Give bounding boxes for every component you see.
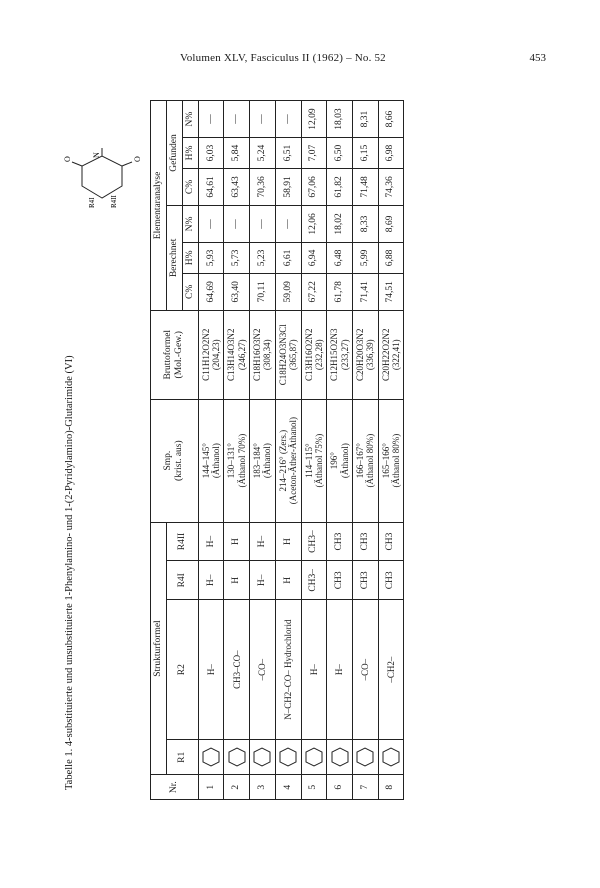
label-r4ii: R4II <box>110 195 118 208</box>
cell-bh: 5,99 <box>352 242 378 273</box>
cell-r1 <box>224 740 250 775</box>
header-r1: R1 <box>166 740 198 775</box>
data-table <box>150 100 404 800</box>
cell-r2: H– <box>327 600 353 740</box>
cell-bruttoformel <box>275 310 301 399</box>
phenyl-ring-icon <box>228 747 246 767</box>
table-row <box>378 101 404 800</box>
formula-value: C20H20O3N2 <box>354 328 365 381</box>
label-o-2: O <box>133 156 142 162</box>
label-o: O <box>63 156 72 162</box>
cell-gn: — <box>275 101 301 138</box>
cell-gc: 71,48 <box>352 168 378 205</box>
cell-smp <box>378 399 404 522</box>
smp-solvent: (Äthanol) <box>339 443 350 479</box>
cell-bruttoformel <box>198 310 224 399</box>
table-row <box>275 101 301 800</box>
header-berechnet: Berechnet <box>166 205 182 310</box>
cell-bruttoformel <box>250 310 276 399</box>
cell-gn: — <box>250 101 276 138</box>
mol-weight: (233,27) <box>339 339 350 371</box>
cell-gh: 5,84 <box>224 138 250 169</box>
cell-r2: CH3–CO– <box>224 600 250 740</box>
cell-r4ii: H <box>275 522 301 561</box>
cell-gc: 63,43 <box>224 168 250 205</box>
phenyl-ring-icon <box>202 747 220 767</box>
smp-solvent: (Äthanol) <box>211 443 222 479</box>
smp-value: 196° <box>329 452 340 470</box>
table-row <box>301 101 327 800</box>
table-row <box>352 101 378 800</box>
header-calc-n: N% <box>182 205 198 242</box>
cell-r4ii: CH3 <box>327 522 353 561</box>
cell-r1 <box>275 740 301 775</box>
cell-bc: 63,40 <box>224 273 250 310</box>
smp-value: 214–216° (Zers.) <box>277 429 288 492</box>
mol-weight: (232,28) <box>313 339 324 371</box>
cell-r4ii: CH3 <box>378 522 404 561</box>
cell-bh: 5,23 <box>250 242 276 273</box>
cell-bn: 12,06 <box>301 205 327 242</box>
cell-bh: 5,93 <box>198 242 224 273</box>
formula-value: C13H16O2N2 <box>303 328 314 381</box>
cell-bruttoformel <box>224 310 250 399</box>
header-r4i: R4I <box>166 561 198 600</box>
cell-bc: 74,51 <box>378 273 404 310</box>
header-r4ii: R4II <box>166 522 198 561</box>
table-row <box>250 101 276 800</box>
cell-bn: — <box>224 205 250 242</box>
formula-value: C20H22O2N2 <box>380 328 391 381</box>
cell-r4ii: CH3 <box>352 522 378 561</box>
table-row <box>224 101 250 800</box>
mol-weight: (308,34) <box>262 339 273 371</box>
cell-nr: 8 <box>378 775 404 800</box>
cell-r4ii: H <box>224 522 250 561</box>
mol-weight: (204,23) <box>211 339 222 371</box>
cell-gh: 6,03 <box>198 138 224 169</box>
cell-r4i: H <box>224 561 250 600</box>
page-number: 453 <box>529 52 546 64</box>
cell-bc: 59,09 <box>275 273 301 310</box>
cell-gh: 6,15 <box>352 138 378 169</box>
smp-value: 130–131° <box>226 443 237 479</box>
cell-r1 <box>378 740 404 775</box>
cell-nr: 6 <box>327 775 353 800</box>
formula-value: C11H12O2N2 <box>200 328 211 381</box>
header-bruttoformel: Bruttoformel (Mol.-Gew.) <box>151 310 199 399</box>
cell-gh: 6,98 <box>378 138 404 169</box>
cell-nr: 4 <box>275 775 301 800</box>
cell-r4ii: H– <box>198 522 224 561</box>
cell-smp <box>198 399 224 522</box>
table-row <box>198 101 224 800</box>
smp-solvent: (Äthanol 70%) <box>236 433 247 488</box>
pyridyl-ring-icon <box>331 747 349 767</box>
cell-bc: 61,78 <box>327 273 353 310</box>
cell-gh: 6,51 <box>275 138 301 169</box>
cell-bh: 6,94 <box>301 242 327 273</box>
running-header: Volumen XLV, Fasciculus II (1962) – No. 52 <box>180 52 386 64</box>
cell-r1 <box>327 740 353 775</box>
table-caption: Tabelle 1. 4-substituierte und unsubstituierte 1-Phenylamino- und 1-(2-Pyridylamino)-Glutarimide (VI) <box>64 355 75 790</box>
cell-r1 <box>352 740 378 775</box>
cell-r1 <box>301 740 327 775</box>
mol-weight: (322,41) <box>390 339 401 371</box>
header-nr: Nr. <box>151 775 199 800</box>
phenyl-ring-icon <box>253 747 271 767</box>
cell-r4i: CH3 <box>378 561 404 600</box>
cell-r2: –CO– <box>250 600 276 740</box>
phenyl-ring-icon <box>382 747 400 767</box>
smp-value: 144–145° <box>200 443 211 479</box>
header-found-n: N% <box>182 101 198 138</box>
header-smp: Smp. (krist. aus) <box>151 399 199 522</box>
header-found-h: H% <box>182 138 198 169</box>
cell-gn: — <box>224 101 250 138</box>
cell-smp <box>224 399 250 522</box>
cell-bh: 5,73 <box>224 242 250 273</box>
cell-nr: 3 <box>250 775 276 800</box>
cell-gn: 8,31 <box>352 101 378 138</box>
smp-solvent: (Äthanol 80%) <box>390 433 401 488</box>
formula-value: C13H14O3N2 <box>226 328 237 381</box>
mol-weight: (246,27) <box>236 339 247 371</box>
formula-value: C18H24O3N3Cl <box>277 324 288 386</box>
cell-bn: 8,33 <box>352 205 378 242</box>
smp-solvent: (Aceton-Äther-Äthanol) <box>288 417 299 505</box>
table-row <box>327 101 353 800</box>
cell-bh: 6,88 <box>378 242 404 273</box>
cell-bruttoformel <box>327 310 353 399</box>
cell-bn: 8,69 <box>378 205 404 242</box>
cell-gc: 74,36 <box>378 168 404 205</box>
cell-gc: 64,61 <box>198 168 224 205</box>
cell-nr: 7 <box>352 775 378 800</box>
cell-r2: H– <box>301 600 327 740</box>
cell-smp <box>327 399 353 522</box>
header-calc-h: H% <box>182 242 198 273</box>
cell-gc: 58,91 <box>275 168 301 205</box>
cell-bruttoformel <box>378 310 404 399</box>
cell-nr: 1 <box>198 775 224 800</box>
mol-weight: (336,39) <box>365 339 376 371</box>
header-strukturformel: Strukturformel <box>151 522 167 775</box>
cell-bc: 64,69 <box>198 273 224 310</box>
cell-gn: 18,03 <box>327 101 353 138</box>
header-elementaranalyse: Elementaranalyse <box>151 101 167 311</box>
cell-r2: –CO– <box>352 600 378 740</box>
smp-solvent: (Äthanol) <box>262 443 273 479</box>
cell-r4i: H– <box>250 561 276 600</box>
smp-value: 165–166° <box>380 443 391 479</box>
cell-smp <box>250 399 276 522</box>
label-n: N <box>92 152 101 158</box>
rotated-table-container <box>150 100 560 800</box>
glutarimide-structure-diagram <box>63 118 142 238</box>
cell-r4i: CH3– <box>301 561 327 600</box>
cell-bc: 67,22 <box>301 273 327 310</box>
cell-r4ii: CH3– <box>301 522 327 561</box>
cell-r4i: CH3 <box>327 561 353 600</box>
cell-smp <box>275 399 301 522</box>
cell-gh: 5,24 <box>250 138 276 169</box>
cell-bruttoformel <box>301 310 327 399</box>
header-found-c: C% <box>182 168 198 205</box>
header-gefunden: Gefunden <box>166 101 182 206</box>
cell-r2: N–CH2–CO– Hydrochlorid <box>275 600 301 740</box>
phenyl-ring-icon <box>356 747 374 767</box>
smp-solvent: (Äthanol 75%) <box>313 433 324 488</box>
mol-weight: (365,87) <box>288 339 299 371</box>
cell-gc: 70,36 <box>250 168 276 205</box>
cell-bc: 70,11 <box>250 273 276 310</box>
label-r4i: R4I <box>88 197 96 208</box>
smp-solvent: (Äthanol 80%) <box>365 433 376 488</box>
cell-gh: 6,50 <box>327 138 353 169</box>
cell-gn: 8,66 <box>378 101 404 138</box>
formula-value: C18H16O3N2 <box>252 328 263 381</box>
header-calc-c: C% <box>182 273 198 310</box>
phenyl-ring-icon <box>305 747 323 767</box>
cell-smp <box>352 399 378 522</box>
cell-gc: 61,82 <box>327 168 353 205</box>
header-r2: R2 <box>166 600 198 740</box>
cell-r2: –CH2– <box>378 600 404 740</box>
cell-r4i: H– <box>198 561 224 600</box>
smp-value: 166–167° <box>354 443 365 479</box>
cell-bc: 71,41 <box>352 273 378 310</box>
cell-gn: — <box>198 101 224 138</box>
cell-gh: 7,07 <box>301 138 327 169</box>
cell-r1 <box>198 740 224 775</box>
cell-nr: 2 <box>224 775 250 800</box>
cell-bn: — <box>275 205 301 242</box>
cell-r4i: CH3 <box>352 561 378 600</box>
cell-r4i: H <box>275 561 301 600</box>
cell-r2: H– <box>198 600 224 740</box>
cell-bh: 6,48 <box>327 242 353 273</box>
cell-r4ii: H– <box>250 522 276 561</box>
cell-gn: 12,09 <box>301 101 327 138</box>
cell-gc: 67,06 <box>301 168 327 205</box>
cell-r1 <box>250 740 276 775</box>
cell-bruttoformel <box>352 310 378 399</box>
phenyl-ring-icon <box>279 747 297 767</box>
cell-bn: — <box>250 205 276 242</box>
cell-smp <box>301 399 327 522</box>
cell-bh: 6,61 <box>275 242 301 273</box>
formula-value: C12H15O2N3 <box>329 328 340 381</box>
smp-value: 183–184° <box>252 443 263 479</box>
cell-bn: — <box>198 205 224 242</box>
smp-value: 114–115° <box>303 443 314 478</box>
cell-bn: 18,02 <box>327 205 353 242</box>
cell-nr: 5 <box>301 775 327 800</box>
